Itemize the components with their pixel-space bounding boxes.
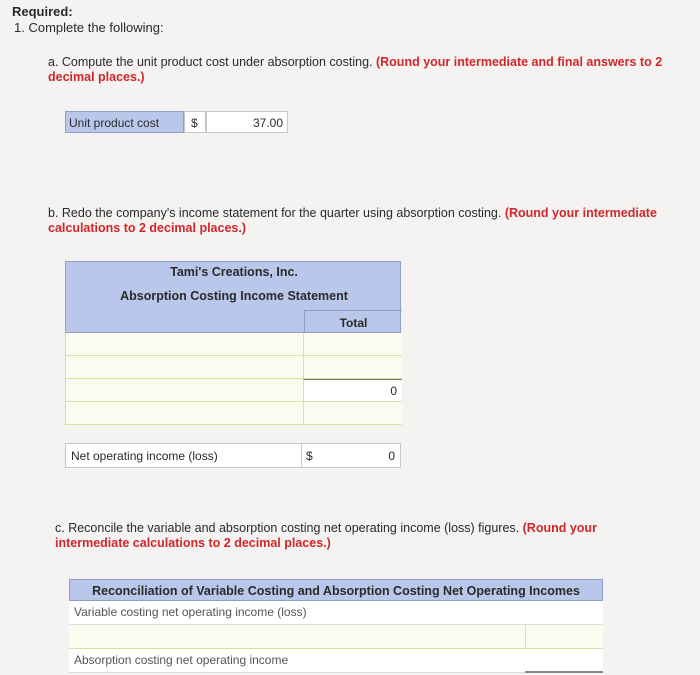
subtotal-amount: 0 (303, 379, 402, 402)
reconciliation-title: Reconciliation of Variable Costing and Absorption Costing Net Operating Incomes (69, 579, 603, 601)
unit-product-cost-label: Unit product cost (65, 111, 184, 133)
part-b-question: b. Redo the company's income statement for the quarter using absorption costing. (48, 206, 502, 220)
statement-title: Absorption Costing Income Statement (120, 289, 348, 303)
total-column-header: Total (304, 310, 402, 334)
part-a-prompt (48, 55, 688, 85)
absorption-costing-value (525, 649, 603, 673)
part-c-note: (Round your intermediate calculations to 2 decimal places.) (55, 521, 597, 550)
unit-product-cost-input[interactable]: 37.00 (206, 111, 288, 133)
row-amount-input[interactable] (303, 356, 402, 379)
adjustment-label-input[interactable] (69, 625, 525, 649)
net-income-row (65, 443, 401, 468)
part-b-prompt (48, 206, 678, 236)
part-c-prompt (55, 521, 665, 551)
row-label-input[interactable] (66, 379, 303, 402)
row-amount-input[interactable] (303, 402, 402, 425)
row-label-input[interactable] (66, 402, 303, 425)
spacer (65, 425, 401, 443)
net-income-cell (302, 443, 401, 468)
table-row (65, 333, 401, 356)
income-statement-table (65, 261, 401, 468)
absorption-costing-label: Absorption costing net operating income (69, 649, 525, 673)
row-label-input[interactable] (66, 356, 303, 379)
part-a-note: (Round your intermediate and final answers to 2 decimal places.) (48, 55, 663, 84)
table-row (69, 625, 603, 649)
table-row (65, 402, 401, 425)
part-a-question: a. Compute the unit product cost under absorption costing. (48, 55, 373, 69)
company-name: Tami's Creations, Inc. (170, 265, 298, 279)
table-row (69, 601, 603, 625)
net-income-value: 0 (388, 449, 395, 463)
row-amount-input[interactable] (303, 333, 402, 356)
part-c-question: c. Reconcile the variable and absorption costing net operating income (loss) figures. (55, 521, 520, 535)
variable-costing-value (525, 601, 603, 625)
unit-product-cost-currency: $ (184, 111, 206, 133)
row-label-input[interactable] (66, 333, 303, 356)
table-row (65, 356, 401, 379)
table-row (65, 379, 401, 402)
part-b-note: (Round your intermediate calculations to 2 decimal places.) (48, 206, 657, 235)
required-heading: Required: (12, 4, 73, 19)
income-statement-header (65, 261, 401, 333)
reconciliation-table (69, 579, 603, 673)
instruction: 1. Complete the following: (14, 20, 164, 35)
net-income-label: Net operating income (loss) (65, 443, 302, 468)
variable-costing-label: Variable costing net operating income (loss) (69, 601, 525, 625)
adjustment-amount-input[interactable] (525, 625, 603, 649)
table-row (69, 649, 603, 673)
net-income-currency: $ (306, 449, 313, 463)
